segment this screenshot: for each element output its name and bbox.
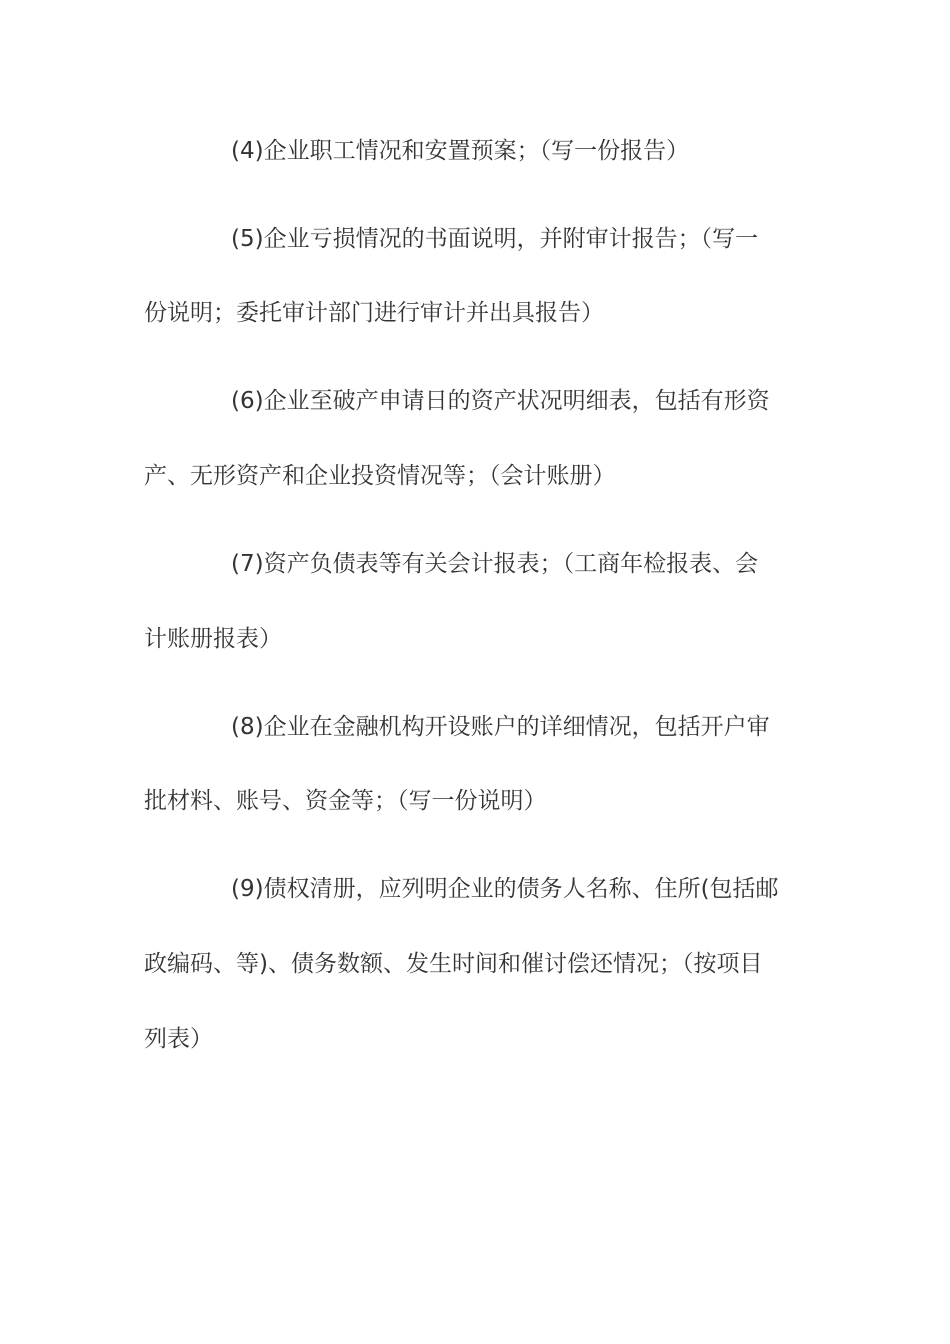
item-6-line-1: (6)企业至破产申请日的资产状况明细表，包括有形资 [231,388,770,414]
item-7-line-1: (7)资产负债表等有关会计报表；（工商年检报表、会 [231,551,759,577]
item-4-line-1: (4)企业职工情况和安置预案；（写一份报告） [231,138,690,164]
item-6-line-2: 产、无形资产和企业投资情况等；（会计账册） [144,463,616,489]
item-8-line-1: (8)企业在金融机构开设账户的详细情况，包括开户审 [231,714,770,740]
item-5-line-2: 份说明；委托审计部门进行审计并出具报告） [144,300,604,326]
item-9-line-3: 列表） [144,1026,213,1052]
item-5-line-1: (5)企业亏损情况的书面说明，并附审计报告；（写一 [231,226,759,252]
item-9-line-2: 政编码、等)、债务数额、发生时间和催讨偿还情况；（按项目 [144,951,763,977]
item-8-line-2: 批材料、账号、资金等；（写一份说明） [144,788,547,814]
item-9-line-1: (9)债权清册，应列明企业的债务人名称、住所(包括邮 [231,876,779,902]
item-7-line-2: 计账册报表） [144,626,282,652]
